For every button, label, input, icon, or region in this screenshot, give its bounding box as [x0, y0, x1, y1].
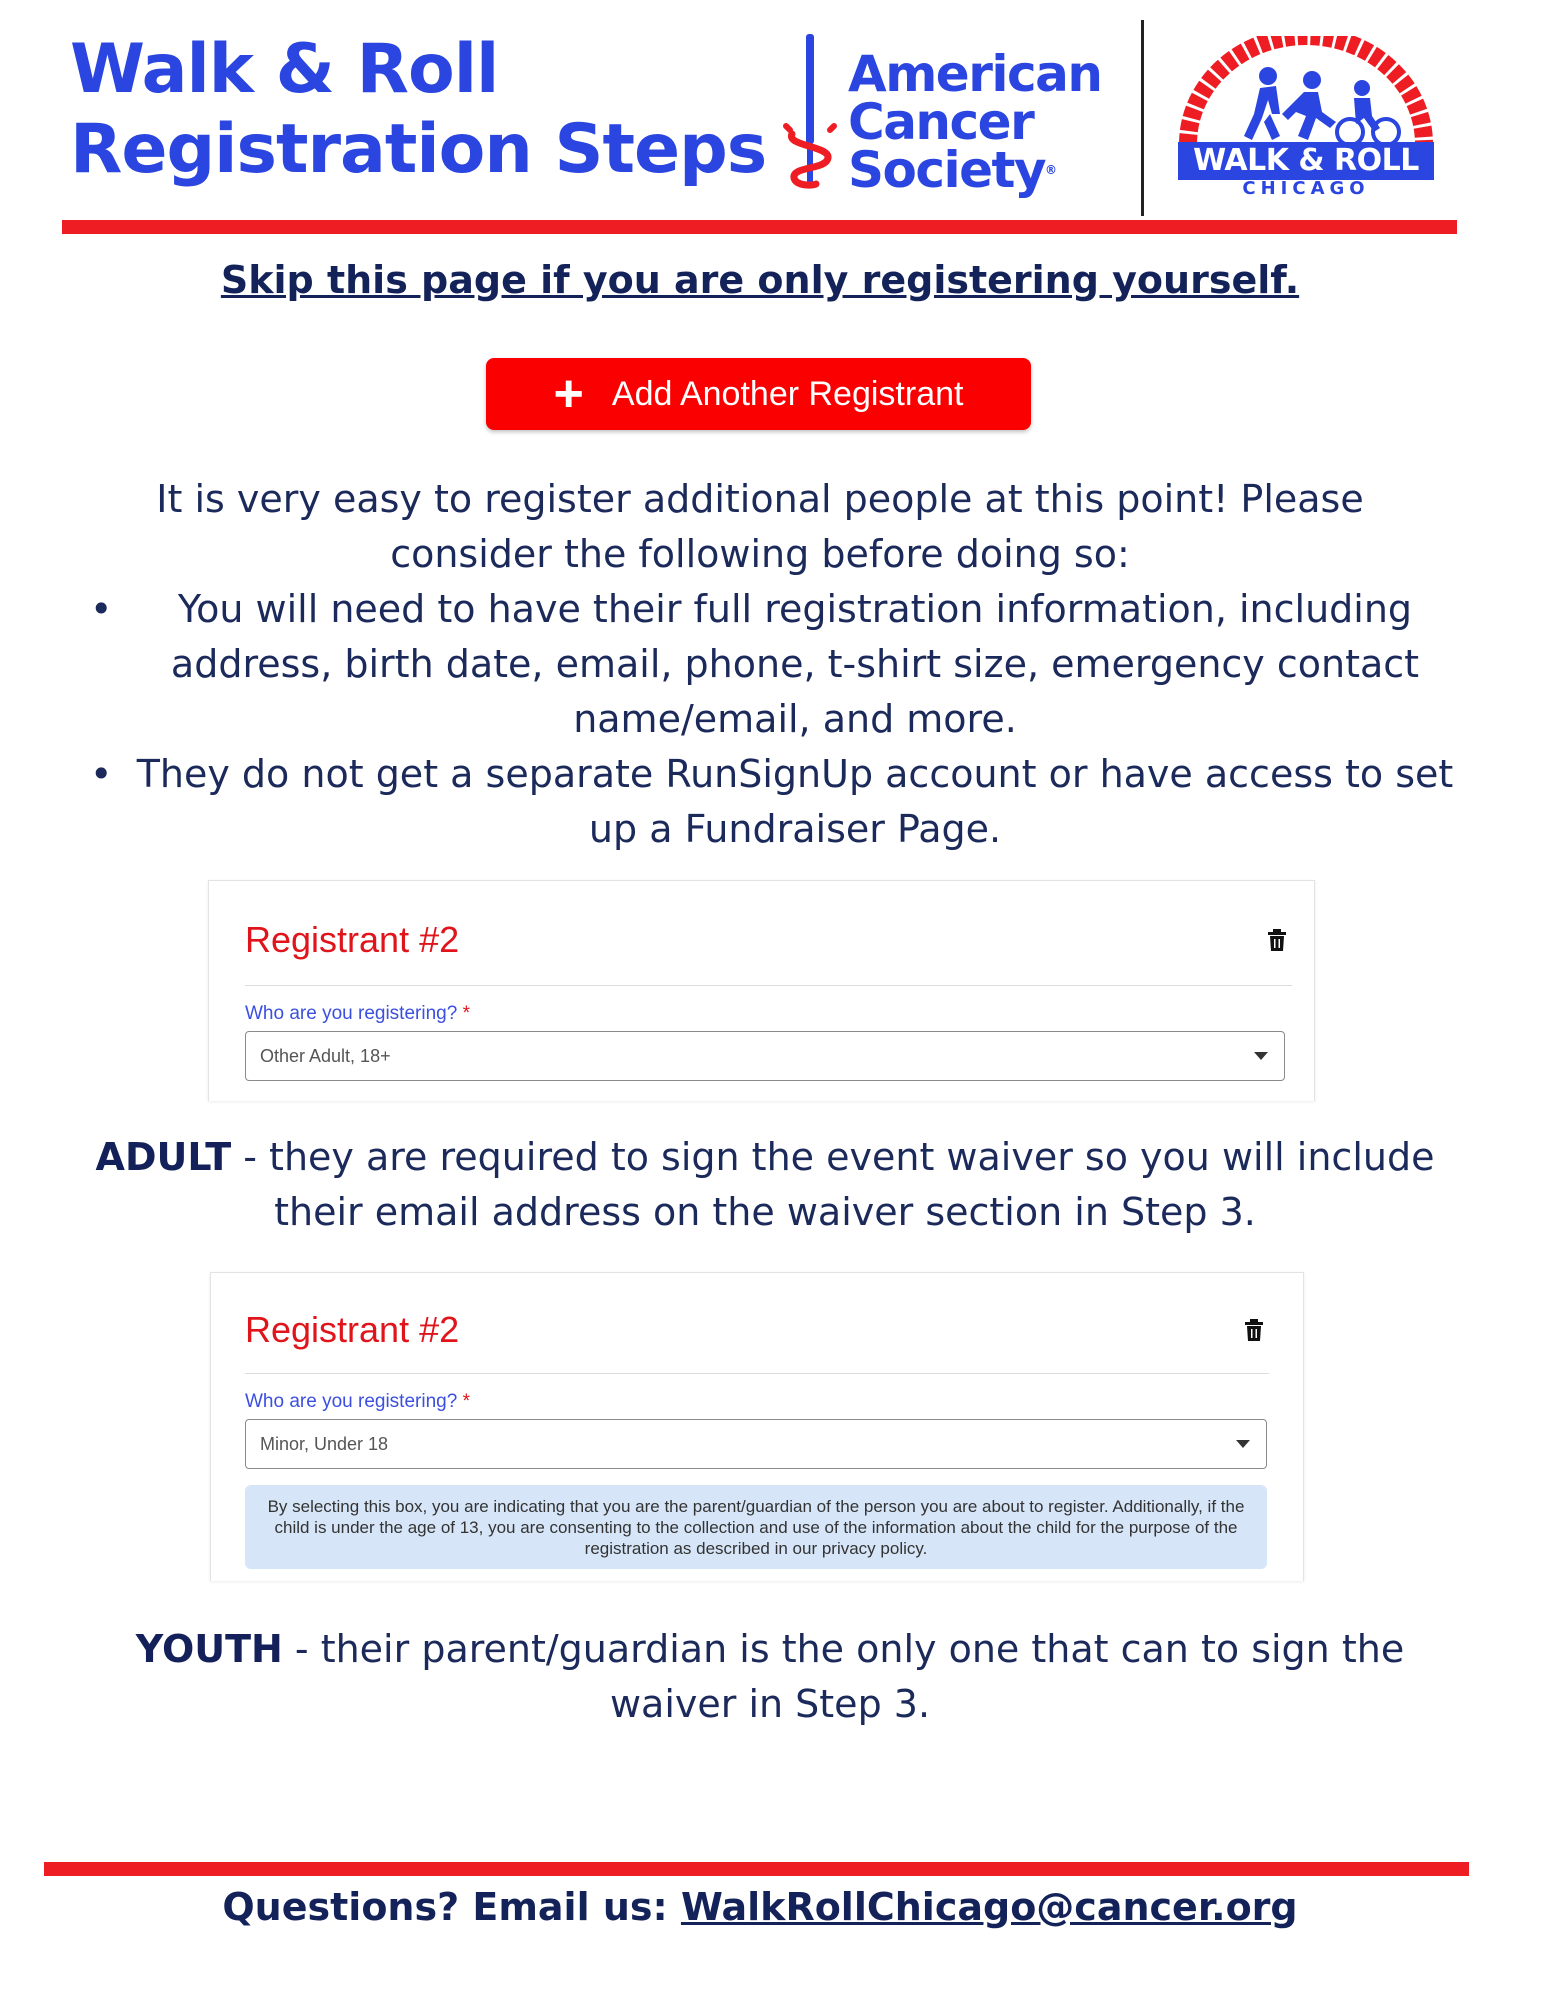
youth-text: - their parent/guardian is the only one that can to sign the waiver in Step 3. [282, 1627, 1405, 1726]
acs-line-2: Cancer [848, 93, 1034, 151]
adult-text: - they are required to sign the event waiver so you will include their email address on the waiver section in Step 3. [231, 1135, 1435, 1234]
acs-line-1: American [848, 45, 1102, 103]
acs-wordmark [848, 45, 1102, 199]
header-red-bar [62, 220, 1457, 234]
logo-chicago-text: CHICAGO [1242, 178, 1370, 199]
title-line-2: Registration Steps [70, 110, 767, 189]
registrant-card-minor [210, 1272, 1304, 1581]
registrant-card-adult [208, 880, 1315, 1101]
title-line-1: Walk & Roll [70, 30, 499, 109]
trash-icon[interactable] [1245, 1319, 1263, 1341]
select-value: Minor, Under 18 [260, 1433, 389, 1454]
adult-label: ADULT [95, 1135, 232, 1179]
add-another-registrant-button[interactable] [486, 358, 1031, 430]
card-divider [245, 1373, 1269, 1374]
registrant-title: Registrant #2 [245, 919, 460, 960]
question-text: Who are you registering? [245, 1003, 458, 1024]
who-registering-label [245, 1391, 470, 1413]
bullet-icon: • [90, 587, 113, 631]
registrant-title: Registrant #2 [245, 1309, 460, 1350]
required-mark: * [462, 1391, 470, 1412]
bullet-icon: • [90, 752, 113, 796]
registrant-type-select[interactable] [245, 1419, 1267, 1469]
select-value: Other Adult, 18+ [260, 1045, 391, 1066]
card-divider [245, 985, 1292, 986]
page-title [70, 30, 766, 190]
footer-prefix: Questions? Email us: [222, 1885, 681, 1929]
footer-contact [0, 1885, 1520, 1929]
trash-icon[interactable] [1268, 929, 1286, 951]
required-mark: * [462, 1003, 470, 1024]
bullet-text-1: You will need to have their full registration information, including address, birth date, email, phone, t-shirt size, emergency contact name/email, and more. [170, 587, 1420, 741]
logo-walk-roll-text: WALK & ROLL [1193, 143, 1419, 178]
who-registering-label [245, 1003, 470, 1025]
email-link[interactable]: WalkRollChicago@cancer.org [680, 1885, 1298, 1929]
chevron-down-icon [1236, 1440, 1250, 1448]
registered-mark: ® [1045, 163, 1056, 177]
footer-red-bar [44, 1862, 1469, 1876]
youth-note [90, 1622, 1450, 1732]
skip-notice: Skip this page if you are only registering yourself. [220, 258, 1300, 302]
acs-line-3-text: Society [848, 141, 1046, 199]
question-text: Who are you registering? [245, 1391, 458, 1412]
youth-label: YOUTH [135, 1627, 283, 1671]
chevron-down-icon [1254, 1052, 1268, 1060]
acs-sword-logo-icon [782, 34, 838, 194]
adult-note [60, 1130, 1470, 1240]
registrant-type-select[interactable] [245, 1031, 1285, 1081]
header-divider [1141, 20, 1144, 216]
bullet-text-2: They do not get a separate RunSignUp account or have access to set up a Fundraiser Page. [136, 752, 1454, 851]
intro-paragraph: It is very easy to register additional people at this point! Please consider the following before doing so: [156, 477, 1364, 576]
acs-line-3 [848, 141, 1101, 199]
list-item [90, 747, 1460, 857]
walk-roll-logo [1176, 36, 1436, 206]
guardian-consent-notice: By selecting this box, you are indicating that you are the parent/guardian of the person you are about to register. Additionally, if the child is under the age of 13, you are consenting to the collection and use of the information about the child for the purpose of the registration as described in our privacy policy. [245, 1485, 1267, 1569]
list-item [90, 582, 1460, 747]
plus-icon: + [553, 365, 584, 423]
add-button-label: Add Another Registrant [611, 374, 964, 413]
